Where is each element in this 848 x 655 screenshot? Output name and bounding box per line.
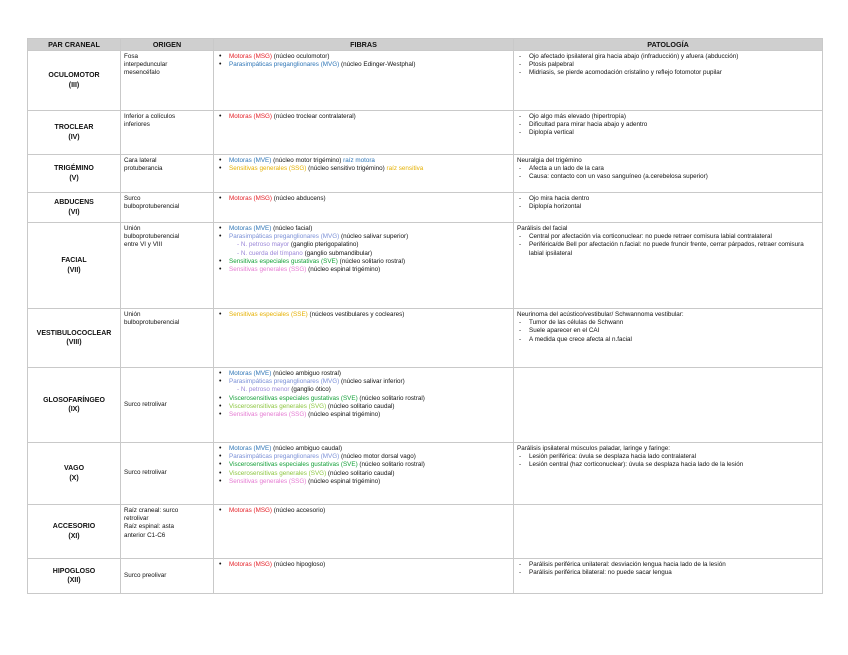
fiber-type-label: - N. cuerda del tímpano [237, 249, 305, 257]
pathology-list [517, 53, 819, 78]
origin-line: inferiores [124, 121, 150, 129]
origin-line: interpeduncular [124, 61, 168, 69]
fibers-cell [214, 223, 514, 309]
fiber-nucleus-text: (núcleo motor dorsal vago) [339, 453, 416, 461]
fiber-item [229, 403, 510, 411]
pathology-item: - Midriasis, se pierde acomodación cristalino y reflejo fotomotor pupilar [529, 69, 819, 77]
table-row [28, 309, 823, 368]
pathology-cell [514, 193, 823, 223]
table-row [28, 505, 823, 559]
cranial-nerves-sheet [27, 38, 822, 594]
fiber-item [229, 233, 510, 241]
origin-line: Unión [124, 225, 141, 232]
pathology-cell [514, 111, 823, 155]
origin-cell [121, 51, 214, 111]
fibers-cell [214, 155, 514, 193]
pathology-cell [514, 51, 823, 111]
nerve-name-cell [28, 505, 121, 559]
pathology-list [517, 561, 819, 577]
origin-line: Surco [124, 195, 141, 202]
fiber-type-label: Parasimpáticas preganglionares (MVG) [229, 61, 340, 69]
fibers-cell [214, 505, 514, 559]
origin-line: bulboprotuberencial [124, 233, 180, 241]
nerve-name-cell [28, 368, 121, 443]
pathology-list [517, 319, 819, 344]
fiber-nucleus-text: (núcleo abducens) [272, 195, 326, 202]
fiber-item [229, 478, 510, 486]
origin-cell [121, 111, 214, 155]
fiber-branch-item [229, 241, 510, 249]
nerve-name: VAGO [63, 465, 85, 472]
fiber-type-label: Sensitivas especiales (SSE) [229, 311, 308, 318]
nerve-name-cell [28, 559, 121, 594]
fiber-nucleus-text: (núcleo solitario rostral) [357, 461, 425, 469]
header-origen: ORIGEN [121, 39, 214, 51]
nerve-name: OCULOMOTOR [48, 72, 100, 79]
fibers-cell [214, 559, 514, 594]
origin-line: Surco preolivar [124, 571, 167, 579]
fiber-nucleus-text: (ganglio pterigopalatino) [290, 241, 359, 249]
nerve-name: ACCESORIO [52, 523, 96, 530]
fiber-item [229, 453, 510, 461]
nerve-name: FACIAL [61, 257, 87, 264]
fibers-cell [214, 443, 514, 505]
fiber-type-label: Motoras (MVE) [229, 370, 272, 377]
pathology-item: - Tumor de las células de Schwann [529, 319, 819, 327]
pathology-item: - Ojo mira hacia dentro [529, 195, 819, 203]
fiber-type-label: Motoras (MSG) [229, 507, 273, 514]
header-fibras: FIBRAS [214, 39, 514, 51]
pathology-item: - Afecta a un lado de la cara [529, 165, 819, 173]
pathology-cell [514, 155, 823, 193]
fibers-cell [214, 193, 514, 223]
fiber-item [229, 311, 510, 319]
nerve-name-cell [28, 155, 121, 193]
fiber-list [217, 225, 510, 274]
pathology-item: - Causa: contacto con un vaso sanguíneo (a.cerebelosa superior) [529, 173, 819, 181]
pathology-item: - A medida que crece afecta al n.facial [529, 336, 819, 344]
origin-cell [121, 223, 214, 309]
fiber-nucleus-text: (núcleo solitario rostral) [357, 394, 425, 402]
fiber-type-label: Parasimpáticas preganglionares (MVG) [229, 453, 340, 461]
fiber-list [217, 507, 510, 515]
fiber-nucleus-text: (núcleos vestibulares y cocleares) [307, 311, 405, 318]
pathology-list [517, 233, 819, 258]
fibers-cell [214, 368, 514, 443]
pathology-list [517, 113, 819, 138]
fiber-list [217, 53, 510, 69]
fiber-type-label: Viscerosensitivas generales (SVG) [229, 402, 327, 410]
nerve-number: (VI) [68, 208, 80, 216]
nerve-name-cell [28, 309, 121, 368]
fiber-item [229, 470, 510, 478]
fiber-nucleus-text: (núcleo motor trigémino) [271, 157, 344, 164]
pathology-cell [514, 505, 823, 559]
fiber-item [229, 395, 510, 403]
fiber-type-label: - N. petroso mayor [237, 241, 291, 249]
table-row [28, 443, 823, 505]
fiber-item [229, 53, 510, 61]
fiber-item [229, 195, 510, 203]
origin-cell [121, 368, 214, 443]
pathology-cell [514, 309, 823, 368]
nerve-name-cell [28, 443, 121, 505]
fiber-nucleus-text: (núcleo solitario rostral) [337, 257, 406, 265]
fiber-type-label: Motoras (MSG) [229, 53, 273, 60]
fiber-nucleus-text: (núcleo espinal trigémino) [306, 266, 381, 274]
fiber-type-label: Motoras (MVE) [229, 445, 272, 452]
pathology-item: - Periférica/de Bell por afectación n.facial: no puede fruncir frente, cerrar párpados, retraer comisura labial ipsilateral [529, 241, 819, 257]
nerve-number: (X) [69, 474, 79, 482]
pathology-list [517, 453, 819, 469]
fiber-item [229, 507, 510, 515]
fiber-branch-item [229, 386, 510, 394]
origin-line: retrolivar [124, 515, 149, 523]
fiber-type-label: Viscerosensitivas especiales gustativas (SVE) [229, 394, 358, 402]
fiber-item [229, 378, 510, 386]
table-row [28, 111, 823, 155]
fiber-type-label: Sensitivas generales (SSG) [229, 411, 307, 419]
fibers-cell [214, 51, 514, 111]
pathology-cell [514, 368, 823, 443]
pathology-item: - Ptosis palpebral [529, 61, 819, 69]
fiber-item [229, 61, 510, 69]
origin-cell [121, 309, 214, 368]
fiber-type-label: Parasimpáticas preganglionares (MVG) [229, 233, 340, 241]
fiber-nucleus-text: (núcleo oculomotor) [272, 53, 330, 60]
pathology-item: - Ojo afectado ipsilateral gira hacia abajo (infraducción) y afuera (abducción) [529, 53, 819, 61]
fiber-nucleus-text: (núcleo ambiguo rostral) [271, 370, 341, 377]
fiber-nucleus-text: (núcleo facial) [271, 225, 313, 232]
pathology-title: Parálisis ipsilateral músculos paladar, laringe y faringe: [517, 445, 670, 452]
fiber-nucleus-text: (núcleo salivar superior) [339, 233, 409, 241]
origin-line: Cara lateral [124, 157, 157, 164]
pathology-item: - Central por afectación vía corticonuclear: no puede retraer comisura labial contralateral [529, 233, 819, 241]
fiber-nucleus-text: (núcleo accesorio) [272, 507, 326, 514]
pathology-item: - Diplopía horizontal [529, 203, 819, 211]
table-row [28, 193, 823, 223]
fiber-item [229, 561, 510, 569]
fibers-cell [214, 309, 514, 368]
fiber-type-label: Motoras (MSG) [229, 113, 273, 120]
pathology-item: - Parálisis periférica unilateral: desviación lengua hacia lado de la lesión [529, 561, 819, 569]
fiber-type-label: Motoras (MSG) [229, 561, 273, 568]
fiber-nucleus-text: (núcleo hipogloso) [272, 561, 326, 568]
fiber-nucleus-text: (núcleo troclear contralateral) [272, 113, 356, 120]
nerve-number: (V) [69, 174, 79, 182]
pathology-item: - Suele aparecer en el CAI [529, 327, 819, 335]
fiber-type-label: Sensitivas especiales gustativas (SVE) [229, 257, 338, 265]
fiber-item [229, 165, 510, 173]
origin-line: Fosa [124, 53, 138, 60]
origin-line: Surco retrolivar [124, 469, 167, 477]
origin-cell [121, 505, 214, 559]
pathology-list [517, 195, 819, 211]
nerve-name-cell [28, 193, 121, 223]
fiber-nucleus-text: (ganglio ótico) [291, 386, 331, 394]
nerve-name: VESTIBULOCOCLEAR [36, 329, 112, 337]
fiber-nucleus-text: (núcleo Edinger-Westphal) [339, 61, 416, 69]
fiber-list [217, 311, 510, 319]
fiber-item [229, 370, 510, 378]
fiber-list [217, 561, 510, 569]
header-row [28, 39, 823, 51]
origin-line: Surco retrolivar [124, 400, 167, 408]
pathology-item: - Diplopía vertical [529, 129, 819, 137]
fiber-nucleus-text: (núcleo espinal trigémino) [306, 411, 381, 419]
fiber-type-label: raíz motora [343, 157, 375, 164]
header-patologia: PATOLOGÍA [514, 39, 823, 51]
pathology-cell [514, 559, 823, 594]
nerve-name: GLOSOFARÍNGEO [43, 396, 105, 404]
fiber-nucleus-text: (núcleo solitario caudal) [326, 402, 395, 410]
fiber-nucleus-text: (núcleo espinal trigémino) [306, 477, 381, 485]
fiber-item [229, 461, 510, 469]
pathology-item: - Parálisis periférica bilateral: no puede sacar lengua [529, 569, 819, 577]
nerve-name: TROCLEAR [54, 124, 94, 131]
pathology-item: - Lesión central (haz corticonuclear): úvula se desplaza hacia lado de la lesión [529, 461, 819, 469]
fiber-list [217, 370, 510, 419]
pathology-title: Parálisis del facial [517, 225, 568, 232]
origin-cell [121, 193, 214, 223]
pathology-cell [514, 443, 823, 505]
header-par-craneal: PAR CRANEAL [28, 39, 121, 51]
pathology-list [517, 165, 819, 181]
origin-line: bulboprotuberencial [124, 319, 180, 327]
fiber-item [229, 266, 510, 274]
nerve-number: (IX) [68, 406, 80, 413]
nerve-number: (XI) [68, 532, 80, 540]
origin-cell [121, 559, 214, 594]
origin-line: Raíz espinal: asta [124, 523, 175, 531]
fiber-type-label: Sensitivas generales (SSG) [229, 266, 307, 274]
fiber-type-label: Parasimpáticas preganglionares (MVG) [229, 378, 340, 386]
origin-line: Unión [124, 311, 141, 318]
nerve-number: (III) [68, 81, 80, 89]
table-body [28, 51, 823, 594]
fiber-nucleus-text: (núcleo salivar inferior) [339, 378, 405, 386]
origin-cell [121, 443, 214, 505]
fiber-branch-item [229, 250, 510, 258]
pathology-item: - Lesión periférica: úvula se desplaza hacia lado contralateral [529, 453, 819, 461]
fiber-nucleus-text: (ganglio submandibular) [304, 249, 373, 257]
fiber-nucleus-text: (núcleo ambiguo caudal) [271, 445, 343, 452]
nerve-number: (IV) [68, 133, 80, 141]
pathology-item: - Dificultad para mirar hacia abajo y adentro [529, 121, 819, 129]
table-row [28, 223, 823, 309]
nerve-name-cell [28, 51, 121, 111]
cranial-nerves-table [27, 38, 823, 594]
origin-line: mesencéfalo [124, 69, 160, 77]
fiber-list [217, 157, 510, 173]
origin-line: Raíz craneal: surco [124, 507, 179, 514]
fiber-type-label: Sensitivas generales (SSG) [229, 477, 307, 485]
fiber-type-label: raíz sensitiva [386, 165, 424, 173]
fiber-item [229, 445, 510, 453]
nerve-name: HIPOGLOSO [52, 567, 96, 575]
fiber-list [217, 445, 510, 486]
nerve-number: (VII) [67, 266, 81, 274]
fiber-item [229, 113, 510, 121]
fiber-list [217, 113, 510, 121]
fiber-item [229, 225, 510, 233]
nerve-name: ABDUCENS [54, 199, 94, 206]
fiber-type-label: Viscerosensitivas generales (SVG) [229, 469, 327, 477]
table-row [28, 368, 823, 443]
fiber-nucleus-text: (núcleo sensitivo trigémino) [306, 165, 387, 173]
fiber-type-label: Sensitivas generales (SSG) [229, 165, 307, 173]
pathology-item: - Ojo algo más elevado (hipertropía) [529, 113, 819, 121]
fiber-item [229, 258, 510, 266]
nerve-number: (XII) [67, 577, 81, 584]
pathology-title: Neurinoma del acústico/vestibular/ Schwannoma vestibular: [517, 311, 684, 318]
origin-line: bulboprotuberencial [124, 203, 180, 211]
fiber-list [217, 195, 510, 203]
table-row [28, 51, 823, 111]
nerve-name-cell [28, 111, 121, 155]
nerve-number: (VIII) [66, 339, 82, 346]
nerve-name: TRIGÉMINO [54, 165, 94, 172]
fiber-type-label: - N. petroso menor [237, 386, 292, 394]
fiber-type-label: Motoras (MVE) [229, 157, 272, 164]
fiber-type-label: Motoras (MSG) [229, 195, 273, 202]
nerve-name-cell [28, 223, 121, 309]
origin-line: entre VI y VIII [124, 241, 163, 249]
origin-line: anterior C1-C6 [124, 531, 166, 539]
fiber-type-label: Motoras (MVE) [229, 225, 272, 232]
origin-line: Inferior a colículos [124, 113, 176, 120]
pathology-title: Neuralgia del trigémino [517, 157, 582, 164]
fibers-cell [214, 111, 514, 155]
fiber-nucleus-text: (núcleo solitario caudal) [326, 469, 395, 477]
origin-line: protuberancia [124, 165, 163, 173]
table-row [28, 155, 823, 193]
fiber-item [229, 411, 510, 419]
origin-cell [121, 155, 214, 193]
table-row [28, 559, 823, 594]
pathology-cell [514, 223, 823, 309]
fiber-item [229, 157, 510, 165]
fiber-type-label: Viscerosensitivas especiales gustativas (SVE) [229, 461, 358, 469]
